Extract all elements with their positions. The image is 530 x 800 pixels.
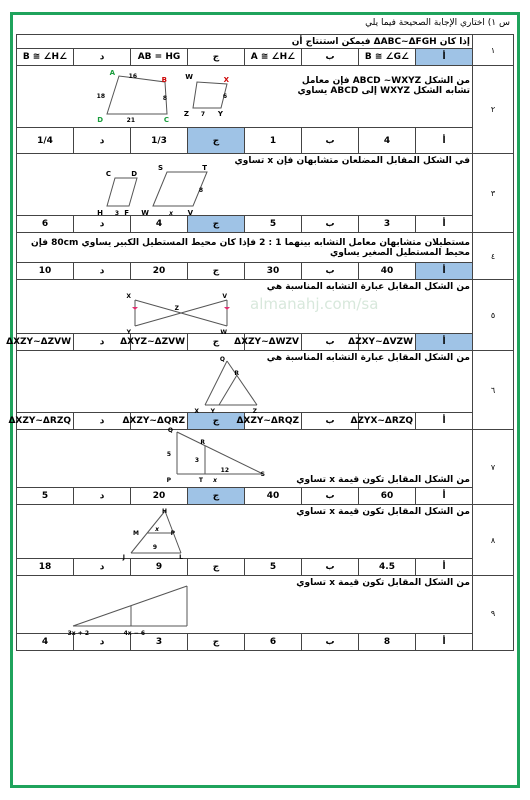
option-value[interactable]: ΔZYX~ΔRZQ bbox=[359, 413, 416, 430]
label-R: R bbox=[234, 370, 239, 377]
option-value[interactable]: 4.5 bbox=[359, 559, 416, 576]
option-value[interactable]: 6 bbox=[245, 634, 302, 651]
label-H: H bbox=[97, 209, 103, 217]
label-L: L bbox=[179, 554, 183, 561]
label-expr-1: 3x + 2 bbox=[67, 630, 89, 637]
label-C: C bbox=[105, 170, 111, 178]
label-12: 12 bbox=[220, 467, 229, 474]
label-x: x bbox=[155, 526, 159, 533]
label-X: X bbox=[223, 76, 229, 84]
option-value[interactable]: 1 bbox=[245, 128, 302, 154]
label-8: 8 bbox=[162, 95, 167, 102]
label-P: P bbox=[170, 530, 175, 537]
label-S: S bbox=[157, 164, 163, 172]
label-H: H bbox=[161, 508, 167, 515]
label-Y: Y bbox=[126, 329, 131, 336]
option-value[interactable]: 18 bbox=[17, 559, 74, 576]
option-value[interactable]: 1/3 bbox=[131, 128, 188, 154]
option-letter[interactable]: د bbox=[74, 263, 131, 280]
option-value[interactable]: 30 bbox=[245, 263, 302, 280]
option-letter[interactable]: د bbox=[74, 488, 131, 505]
question-stem: إذا كان ΔABC~ΔFGH فيمكن استنتاج أن bbox=[17, 35, 473, 49]
label-P: P bbox=[166, 477, 171, 484]
label-x: x bbox=[213, 477, 217, 484]
parallelograms-figure bbox=[97, 164, 237, 218]
questions-table bbox=[6, 34, 514, 651]
option-value[interactable]: 40 bbox=[245, 488, 302, 505]
label-X: X bbox=[194, 408, 199, 415]
option-letter[interactable]: د bbox=[74, 216, 131, 233]
option-value[interactable]: ∠A ≅ ∠H bbox=[245, 49, 302, 66]
question-stem: في الشكل المقابل المضلعان متشابهان فإن x تساوي bbox=[234, 156, 470, 166]
option-letter[interactable]: أ bbox=[416, 413, 473, 430]
option-letter[interactable]: أ bbox=[416, 216, 473, 233]
bowtie-figure bbox=[127, 290, 237, 334]
option-letter[interactable]: ج bbox=[188, 128, 245, 154]
option-letter[interactable]: أ bbox=[416, 334, 473, 351]
question-number: ٦ bbox=[473, 351, 514, 430]
option-value[interactable]: 5 bbox=[17, 488, 74, 505]
label-S: S bbox=[260, 471, 265, 478]
option-value[interactable]: 20 bbox=[131, 488, 188, 505]
question-stem: من الشكل المقابل عبارة التشابه المناسبة هي bbox=[266, 282, 470, 292]
option-value[interactable]: ΔXZY~ΔRQZ bbox=[245, 413, 302, 430]
label-W: W bbox=[141, 209, 149, 217]
label-3: 3 bbox=[194, 457, 199, 464]
label-W: W bbox=[185, 73, 193, 81]
option-value[interactable]: 4 bbox=[131, 216, 188, 233]
label-T: T bbox=[198, 477, 203, 484]
option-value[interactable]: 5 bbox=[245, 559, 302, 576]
label-expr-2: 4x − 6 bbox=[123, 630, 145, 637]
option-letter[interactable]: ج bbox=[188, 263, 245, 280]
option-value[interactable]: 3 bbox=[131, 634, 188, 651]
label-F: F bbox=[124, 209, 129, 217]
option-letter[interactable]: د bbox=[74, 413, 131, 430]
option-letter[interactable]: ب bbox=[302, 634, 359, 651]
option-letter[interactable]: ب bbox=[302, 334, 359, 351]
label-D: D bbox=[97, 116, 103, 124]
triangle-parallel-figure bbox=[67, 582, 197, 636]
option-value[interactable]: 10 bbox=[17, 263, 74, 280]
question-number: ٢ bbox=[473, 66, 514, 154]
option-letter[interactable]: ج bbox=[188, 559, 245, 576]
option-value[interactable]: ΔXZY~ΔWZV bbox=[245, 334, 302, 351]
option-letter[interactable]: أ bbox=[416, 263, 473, 280]
label-9: 9 bbox=[152, 544, 157, 551]
question-stem: من الشكل المقابل تكون قيمة x تساوي bbox=[296, 507, 470, 517]
label-V: V bbox=[187, 209, 193, 217]
option-value[interactable]: ∠B ≅ ∠G bbox=[359, 49, 416, 66]
option-letter[interactable]: د bbox=[74, 559, 131, 576]
option-value[interactable]: 3 bbox=[359, 216, 416, 233]
option-value[interactable]: 9 bbox=[131, 559, 188, 576]
option-letter[interactable]: ب bbox=[302, 128, 359, 154]
option-letter[interactable]: ب bbox=[302, 49, 359, 66]
question-number: ٥ bbox=[473, 280, 514, 351]
right-triangles-figure bbox=[167, 428, 277, 484]
label-6: 6 bbox=[222, 93, 227, 100]
label-W: W bbox=[220, 329, 227, 336]
question-number: ١ bbox=[473, 35, 514, 66]
triangles-figure bbox=[194, 356, 277, 415]
question-stem: من الشكل ABCD ~WXYZ فإن معامل تشابه الشكل WXYZ إلى ABCD يساوي bbox=[297, 76, 470, 96]
triangle-midsegment-figure bbox=[117, 507, 207, 561]
question-number: ٩ bbox=[473, 576, 514, 651]
option-letter[interactable]: د bbox=[74, 49, 131, 66]
option-letter[interactable]: ج bbox=[188, 488, 245, 505]
question-stem: من الشكل المقابل عبارة التشابه المناسبة هي bbox=[266, 353, 470, 363]
option-letter[interactable]: ج bbox=[188, 49, 245, 66]
label-5: 5 bbox=[166, 451, 171, 458]
label-Z: Z bbox=[252, 408, 257, 415]
quadrilaterals-figure bbox=[97, 68, 247, 126]
label-Z: Z bbox=[174, 305, 179, 312]
option-letter[interactable]: ج bbox=[188, 634, 245, 651]
label-X: X bbox=[126, 293, 131, 300]
label-21: 21 bbox=[126, 117, 135, 124]
option-letter[interactable]: أ bbox=[416, 488, 473, 505]
option-letter[interactable]: د bbox=[74, 128, 131, 154]
page-heading: س ١) اختاري الإجابة الصحيحة فيما يلي bbox=[365, 18, 510, 28]
option-value[interactable]: ΔXYZ~ΔZVW bbox=[131, 334, 188, 351]
label-Q: Q bbox=[167, 427, 173, 434]
label-Z: Z bbox=[183, 110, 189, 118]
label-18: 18 bbox=[96, 93, 105, 100]
option-value[interactable]: ΔZXY~ΔVZW bbox=[359, 334, 416, 351]
label-A: A bbox=[109, 69, 115, 77]
label-M: M bbox=[133, 530, 139, 537]
question-stem: من الشكل المقابل تكون قيمة x تساوي bbox=[296, 578, 470, 588]
question-number: ٤ bbox=[473, 233, 514, 280]
label-Y: Y bbox=[217, 110, 223, 118]
label-D: D bbox=[131, 170, 137, 178]
label-J: J bbox=[122, 554, 125, 561]
option-letter[interactable]: أ bbox=[416, 634, 473, 651]
label-3: 3 bbox=[114, 210, 119, 217]
option-value[interactable]: 4 bbox=[359, 128, 416, 154]
label-16: 16 bbox=[128, 73, 137, 80]
label-Q: Q bbox=[219, 356, 225, 363]
option-value[interactable]: 8 bbox=[359, 634, 416, 651]
question-number: ٧ bbox=[473, 430, 514, 505]
option-letter[interactable]: ب bbox=[302, 413, 359, 430]
option-value[interactable]: 40 bbox=[359, 263, 416, 280]
option-letter[interactable]: ب bbox=[302, 559, 359, 576]
option-letter[interactable]: ج bbox=[188, 216, 245, 233]
question-stem: من الشكل المقابل تكون قيمة x تساوي bbox=[296, 475, 470, 485]
option-letter[interactable]: ج bbox=[188, 334, 245, 351]
option-value[interactable]: ∠B ≅ ∠H bbox=[17, 49, 74, 66]
option-letter[interactable]: د bbox=[74, 334, 131, 351]
option-letter[interactable]: أ bbox=[416, 128, 473, 154]
option-letter[interactable]: ب bbox=[302, 488, 359, 505]
question-number: ٨ bbox=[473, 505, 514, 576]
option-value[interactable]: ΔXZY~ΔZVW bbox=[17, 334, 74, 351]
label-V: V bbox=[222, 293, 227, 300]
label-R: R bbox=[200, 439, 205, 446]
option-value[interactable]: 60 bbox=[359, 488, 416, 505]
option-value[interactable]: 6 bbox=[17, 216, 74, 233]
option-value[interactable]: ΔXZY~ΔRZQ bbox=[17, 413, 74, 430]
option-letter[interactable]: ب bbox=[302, 263, 359, 280]
option-letter[interactable]: أ bbox=[416, 49, 473, 66]
question-stem: مستطيلان متشابهان معامل التشابه بينهما 1 : 2 فإذا كان محيط المستطيل الكبير يساوي 80cm فإن محيط المستطيل الصغير يساوي bbox=[17, 233, 473, 263]
option-value[interactable]: ΔXZY~ΔQRZ bbox=[131, 413, 188, 430]
question-number: ٣ bbox=[473, 154, 514, 233]
option-letter[interactable]: ب bbox=[302, 216, 359, 233]
option-letter[interactable]: ج bbox=[188, 413, 245, 430]
label-8: 8 bbox=[198, 187, 203, 194]
label-T: T bbox=[202, 164, 207, 172]
label-x: x bbox=[169, 210, 173, 217]
label-Y: Y bbox=[210, 408, 215, 415]
watermark: almanahj.com/sa bbox=[250, 295, 379, 313]
option-value[interactable]: AB = HG bbox=[131, 49, 188, 66]
option-value[interactable]: 5 bbox=[245, 216, 302, 233]
label-7: 7 bbox=[200, 111, 205, 118]
option-value[interactable]: 1/4 bbox=[17, 128, 74, 154]
option-letter[interactable]: أ bbox=[416, 559, 473, 576]
option-letter[interactable]: د bbox=[74, 634, 131, 651]
option-value[interactable]: 4 bbox=[17, 634, 74, 651]
label-B: B bbox=[161, 76, 167, 84]
option-value[interactable]: 20 bbox=[131, 263, 188, 280]
label-C: C bbox=[163, 116, 169, 124]
